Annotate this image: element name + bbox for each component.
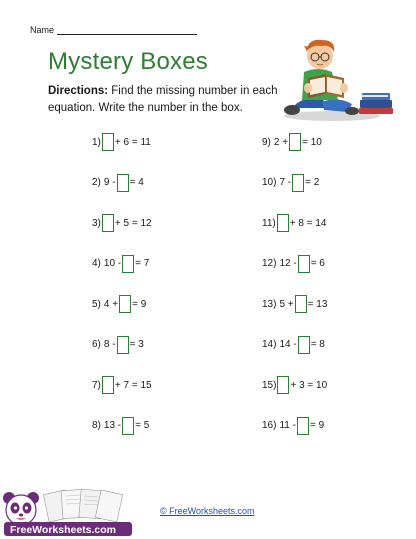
answer-box[interactable] <box>298 336 310 354</box>
name-blank-line[interactable] <box>57 25 197 35</box>
answer-box[interactable] <box>277 376 289 394</box>
problem-item <box>92 416 149 436</box>
problem-left-operand: 8 - <box>103 339 116 350</box>
problem-number: 5) <box>92 298 101 310</box>
answer-box[interactable] <box>102 376 114 394</box>
problem-number: 1) <box>92 136 101 148</box>
problem-item <box>262 375 327 395</box>
problem-item <box>92 294 146 314</box>
problem-item <box>92 132 151 152</box>
problem-left-operand: 10 - <box>103 258 122 269</box>
problem-number: 15) <box>262 379 277 391</box>
problem-left-operand: 13 - <box>103 420 122 431</box>
problem-right-side: = 3 <box>129 339 144 350</box>
problem-item <box>92 375 152 395</box>
problem-right-side: = 10 <box>302 136 322 148</box>
problem-item <box>262 416 324 436</box>
answer-box[interactable] <box>289 133 301 151</box>
panda-mascot-icon <box>3 492 39 525</box>
answer-box[interactable] <box>102 133 114 151</box>
footer-copyright-link[interactable]: © FreeWorksheets.com <box>160 506 255 516</box>
problem-right-side: = 8 <box>310 339 325 350</box>
name-label: Name <box>30 25 55 35</box>
problem-right-side: + 5 = 12 <box>114 217 152 229</box>
problem-left-operand: 12 - <box>279 258 297 269</box>
problem-left-operand: 5 + <box>279 298 294 310</box>
problem-left-operand: 14 - <box>279 339 297 350</box>
directions <box>48 83 308 117</box>
answer-box[interactable] <box>122 255 134 273</box>
problem-item <box>92 335 144 355</box>
problem-right-side: = 13 <box>307 298 328 310</box>
problem-right-side: = 5 <box>135 420 150 431</box>
boy-reading-illustration <box>282 32 394 122</box>
name-field <box>30 25 197 35</box>
problem-number: 4) <box>92 258 101 269</box>
problem-number: 8) <box>92 420 101 431</box>
problem-number: 16) <box>262 420 277 431</box>
worksheet-title: Mystery Boxes <box>48 48 208 75</box>
problem-item <box>262 132 322 152</box>
problem-number: 9) <box>262 136 271 148</box>
problem-right-side: = 4 <box>129 177 144 188</box>
problem-right-side: = 9 <box>309 420 325 431</box>
answer-box[interactable] <box>119 295 131 313</box>
directions-label: Directions: <box>48 85 109 97</box>
answer-box[interactable] <box>298 255 310 273</box>
problem-number: 10) <box>262 177 277 188</box>
problem-right-side: + 7 = 15 <box>114 379 152 391</box>
problem-list <box>0 132 416 452</box>
problem-number: 3) <box>92 217 101 229</box>
problem-number: 7) <box>92 379 101 391</box>
problem-number: 12) <box>262 258 277 269</box>
problem-item <box>262 254 325 274</box>
problem-left-operand: 11 - <box>279 420 296 431</box>
answer-box[interactable] <box>295 295 307 313</box>
answer-box[interactable] <box>117 174 129 192</box>
answer-box[interactable] <box>122 417 134 435</box>
problem-right-side: = 6 <box>310 258 325 269</box>
problem-left-operand: 7 - <box>279 177 292 188</box>
answer-box[interactable] <box>277 214 289 232</box>
problem-item <box>262 213 326 233</box>
problem-number: 14) <box>262 339 277 350</box>
problem-number: 13) <box>262 298 277 310</box>
worksheet-thumbnails-icon <box>43 489 122 522</box>
problem-right-side: + 6 = 11 <box>114 136 151 148</box>
problem-item <box>92 254 149 274</box>
freeworksheets-logo <box>0 484 150 539</box>
directions-text: Find the missing number in each equation. Write the number in the box. <box>48 85 278 114</box>
problem-item <box>262 173 319 193</box>
problem-item <box>92 173 144 193</box>
logo-text: FreeWorksheets.com <box>10 524 117 536</box>
problem-number: 6) <box>92 339 101 350</box>
problem-left-operand: 9 - <box>103 177 116 188</box>
problem-item <box>92 213 152 233</box>
answer-box[interactable] <box>102 214 114 232</box>
problem-left-operand: 2 + <box>273 136 289 148</box>
answer-box[interactable] <box>117 336 129 354</box>
problem-left-operand: 4 + <box>103 298 119 310</box>
problem-right-side: + 3 = 10 <box>290 379 328 391</box>
problem-item <box>262 294 327 314</box>
problem-right-side: = 2 <box>305 177 320 188</box>
problem-right-side: = 7 <box>135 258 150 269</box>
answer-box[interactable] <box>297 417 309 435</box>
problem-number: 2) <box>92 177 101 188</box>
problem-right-side: + 8 = 14 <box>289 217 327 229</box>
problem-right-side: = 9 <box>132 298 147 310</box>
problem-number: 11) <box>262 217 276 229</box>
problem-item <box>262 335 325 355</box>
answer-box[interactable] <box>292 174 304 192</box>
